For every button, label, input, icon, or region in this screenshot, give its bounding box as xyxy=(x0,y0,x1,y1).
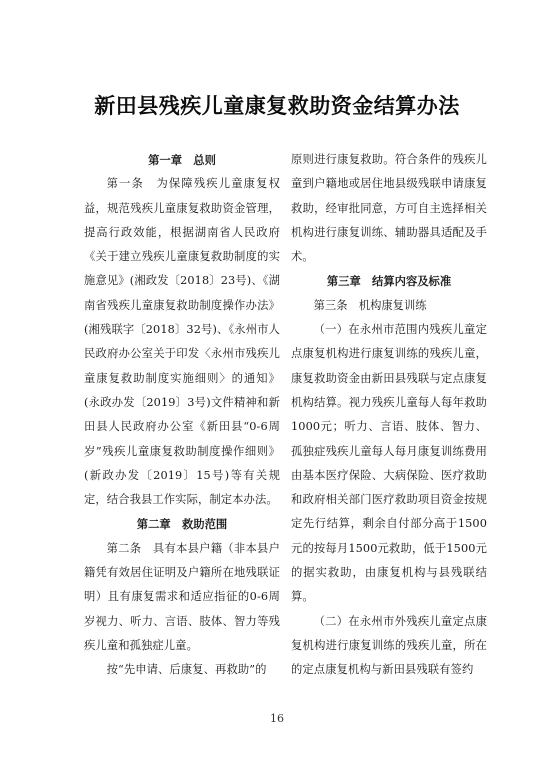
article-2-continuation: 按“先申请、后康复、再救助”的 xyxy=(106,663,267,677)
left-column xyxy=(84,148,280,683)
chapter-1-heading: 第一章 总则 xyxy=(148,153,216,167)
article-1-text: 第一条 为保障残疾儿童康复权益，规范残疾儿童康复救助资金管理，提高行政效能，根据湖南省人民政府《关于建立残疾儿童康复救助制度的实施意见》(湘政发〔2018〕23号)、《湖南省残疾儿童康复救助制度操作办法》(湘残联字〔2018〕32号)、《永州市人民政府办公室关于印发〈永州市残疾儿童康复救助制度实施细则〉的通知》(永政办发〔2019〕3号)文件精神和新田县人民政府办公室《新田县“0-6周岁”残疾儿童康复救助制度操作细则》(新政办发〔2019〕15号)等有关规定，结合我县工作实际，制定本办法。 xyxy=(84,177,280,507)
chapter-3-heading: 第三章 结算内容及标准 xyxy=(326,274,452,289)
article-2-tail-text: 原则进行康复救助。符合条件的残疾儿童到户籍地或居住地县级残联申请康复救助，经审批同意，方可自主选择相关机构进行康复训练、辅助器具适配及手术。 xyxy=(291,153,487,264)
article-3-heading: 第三条 机构康复训练 xyxy=(313,298,427,312)
right-column xyxy=(291,148,487,683)
item-2-text: （二）在永州市外残疾儿童定点康复机构进行康复训练的残疾儿童，所在的定点康复机构与新田县残联有签约 xyxy=(291,614,487,677)
document-title: 新田县残疾儿童康复救助资金结算办法 xyxy=(94,93,460,118)
page-number: 16 xyxy=(270,712,284,725)
item-1-text: （一）在永州市范围内残疾儿童定点康复机构进行康复训练的残疾儿童，康复救助资金由新田县残联与定点康复机构结算。视力残疾儿童每人每年救助1000元；听力、言语、肢体、智力、孤独症残疾儿童每人每月康复训练费用由基本医疗保险、大病保险、医疗救助和政府相关部门医疗救助项目资金按规定先行结算，剩余自付部分高于1500元的按每月1500元救助，低于1500元的据实救助，由康复机构与县残联结算。 xyxy=(291,323,487,604)
chapter-2-heading: 第二章 救助范围 xyxy=(136,517,228,532)
article-2-text: 第二条 具有本县户籍（非本县户籍凭有效居住证明及户籍所在地残联证明）且有康复需求和适应指征的0-6周岁视力、听力、言语、肢体、智力等残疾儿童和孤独症儿童。 xyxy=(84,541,280,652)
